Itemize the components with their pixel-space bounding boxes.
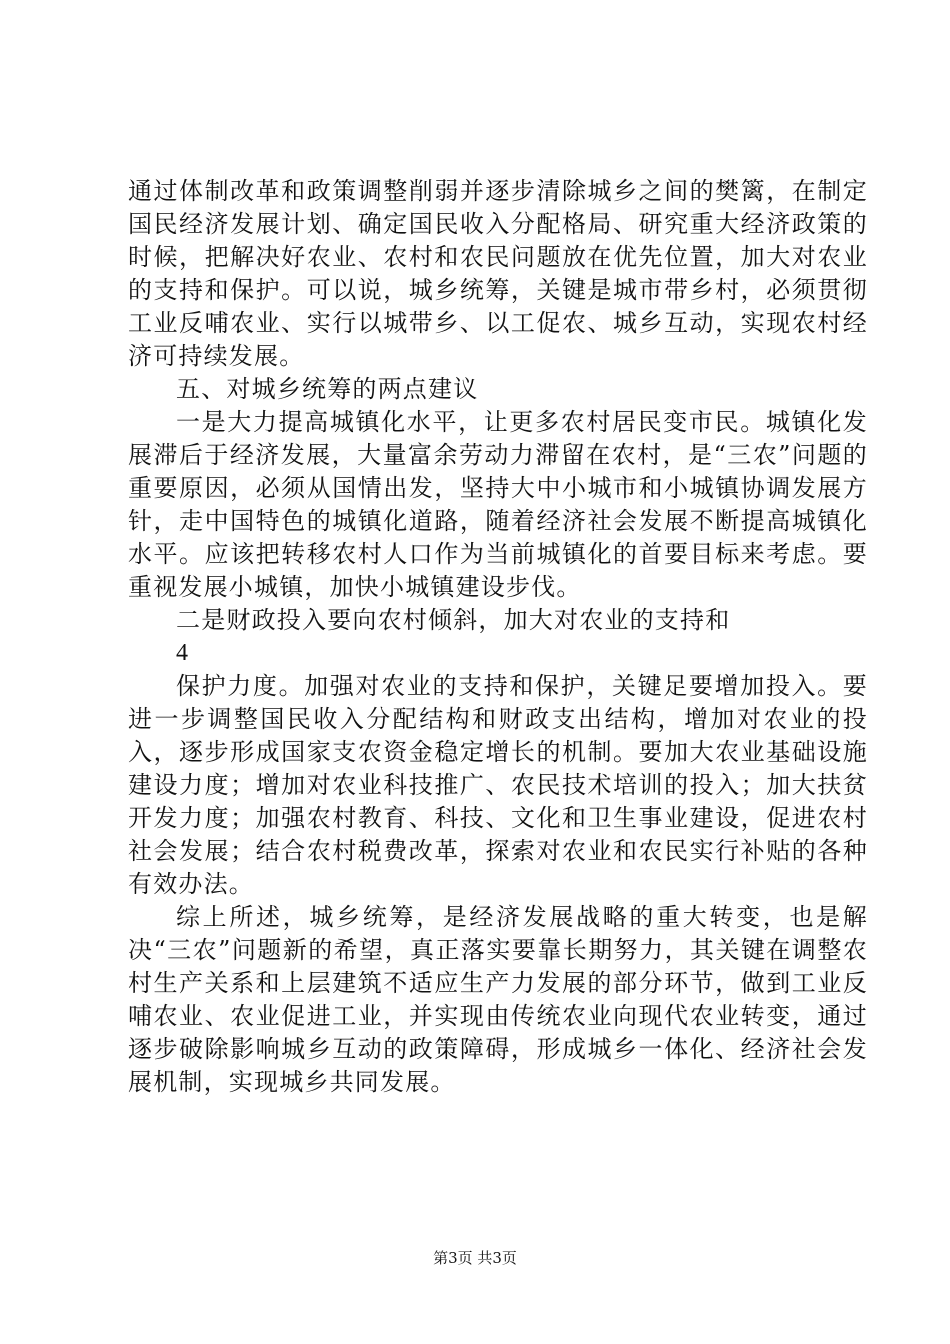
paragraph-suggestion-two-start: 二是财政投入要向农村倾斜，加大对农业的支持和 — [176, 606, 731, 634]
page-footer: 第3页 共3页 — [433, 1249, 517, 1267]
paragraph-conclusion: 综上所述，城乡统筹，是经济发展战略的重大转变，也是解决“三农”问题新的希望，真正落实要靠长期努力，其关键在调整农村生产关系和上层建筑不适应生产力发展的部分环节，做到工业反哺农业、农业促进工业，并实现由传统农业向现代农业转变，通过逐步破除影响城乡互动的政策障碍，形成城乡一体化、经济社会发展机制，实现城乡共同发展。 — [128, 903, 868, 1096]
paragraph-suggestion-one: 一是大力提高城镇化水平，让更多农村居民变市民。城镇化发展滞后于经济发展，大量富余劳动力滞留在农村，是“三农”问题的重要原因，必须从国情出发，坚持大中小城市和小城镇协调发展方针，走中国特色的城镇化道路，随着经济社会发展不断提高城镇化水平。应该把转移农村人口作为当前城镇化的首要目标来考虑。要重视发展小城镇，加快小城镇建设步伐。 — [128, 408, 868, 601]
page-break-marker: 4 — [176, 640, 190, 666]
document-body — [128, 175, 868, 1099]
paragraph-suggestion-two-continued: 保护力度。加强对农业的支持和保护，关键足要增加投入。要进一步调整国民收入分配结构和财政支出结构，增加对农业的投入，逐步形成国家支农资金稳定增长的机制。要加大农业基础设施建设力度；增加对农业科技推广、农民技术培训的投入；加大扶贫开发力度；加强农村教育、科技、文化和卫生事业建设，促进农村社会发展；结合农村税费改革，探索对农业和农民实行补贴的各种有效办法。 — [128, 672, 868, 898]
paragraph-continuation: 通过体制改革和政策调整削弱并逐步清除城乡之间的樊篱，在制定国民经济发展计划、确定国民收入分配格局、研究重大经济政策的时候，把解决好农业、农村和农民问题放在优先位置，加大对农业的支持和保护。可以说，城乡统筹，关键是城市带乡村，必须贯彻工业反哺农业、实行以城带乡、以工促农、城乡互动，实现农村经济可持续发展。 — [128, 177, 868, 370]
section-heading: 五、对城乡统筹的两点建议 — [176, 375, 479, 403]
